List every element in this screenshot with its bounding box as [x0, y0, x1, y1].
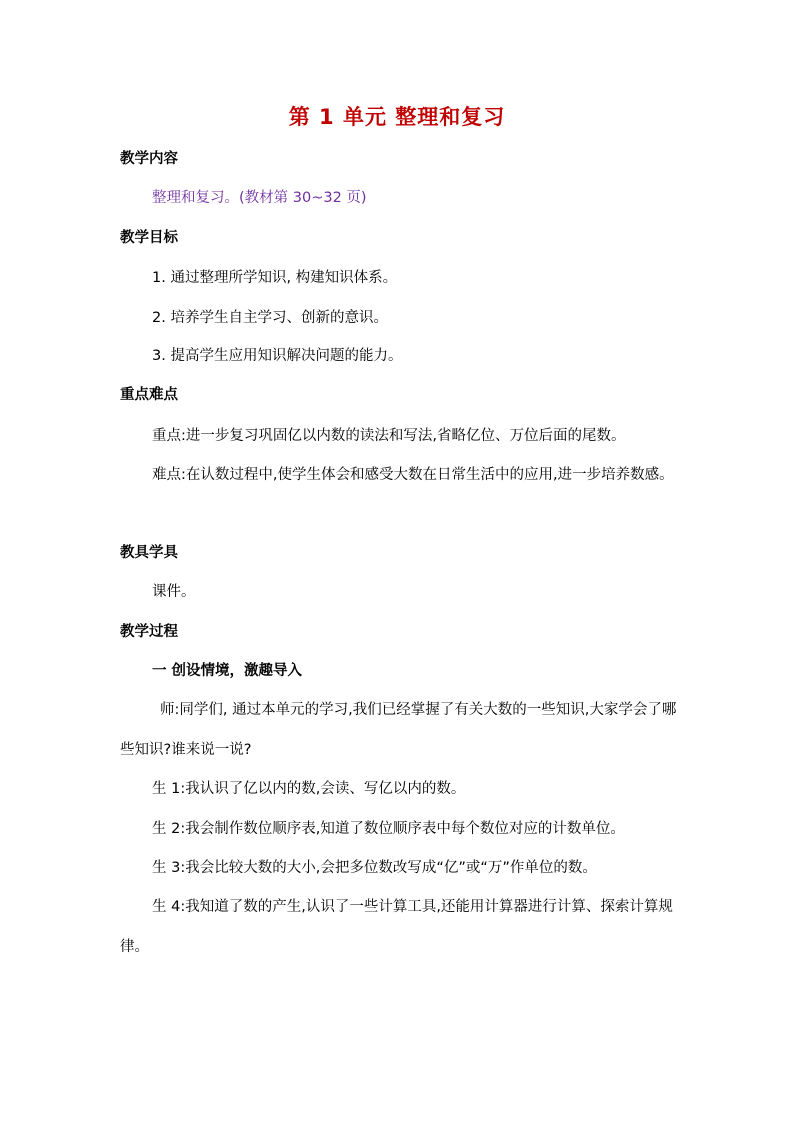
key-point-text: 重点:进一步复习巩固亿以内数的读法和写法,省略亿位、万位后面的尾数。	[152, 428, 626, 444]
heading-teaching-tools: 教具学具	[120, 545, 178, 561]
student-answer-3: 生 3:我会比较大数的大小,会把多位数改写成“亿”或“万”作单位的数。	[152, 860, 597, 876]
heading-teaching-content: 教学内容	[120, 151, 178, 167]
teaching-tools-text: 课件。	[152, 584, 196, 600]
teaching-content-text: 整理和复习。(教材第 30~32 页)	[152, 190, 367, 206]
goal-item-3: 3. 提高学生应用知识解决问题的能力。	[152, 348, 403, 364]
student-answer-2: 生 2:我会制作数位顺序表,知道了数位顺序表中每个数位对应的计数单位。	[152, 821, 625, 837]
heading-key-points: 重点难点	[120, 387, 178, 403]
goal-item-1: 1. 通过整理所学知识, 构建知识体系。	[152, 270, 398, 286]
process-step-title: 一 创设情境，激趣导入	[152, 663, 303, 679]
teacher-dialogue: 师:同学们, 通过本单元的学习,我们已经掌握了有关大数的一些知识,大家学会了哪些知识?谁来说一说?	[120, 702, 677, 758]
page-title: 第 1 单元 整理和复习	[288, 105, 506, 129]
student-answer-4: 生 4:我知道了数的产生,认识了一些计算工具,还能用计算器进行计算、探索计算规律。	[120, 899, 673, 955]
goal-item-2: 2. 培养学生自主学习、创新的意识。	[152, 310, 388, 326]
difficulty-text: 难点:在认数过程中,使学生体会和感受大数在日常生活中的应用,进一步培养数感。	[152, 467, 674, 483]
heading-teaching-process: 教学过程	[120, 624, 178, 640]
heading-teaching-goals: 教学目标	[120, 230, 178, 246]
student-answer-1: 生 1:我认识了亿以内的数,会读、写亿以内的数。	[152, 781, 466, 797]
